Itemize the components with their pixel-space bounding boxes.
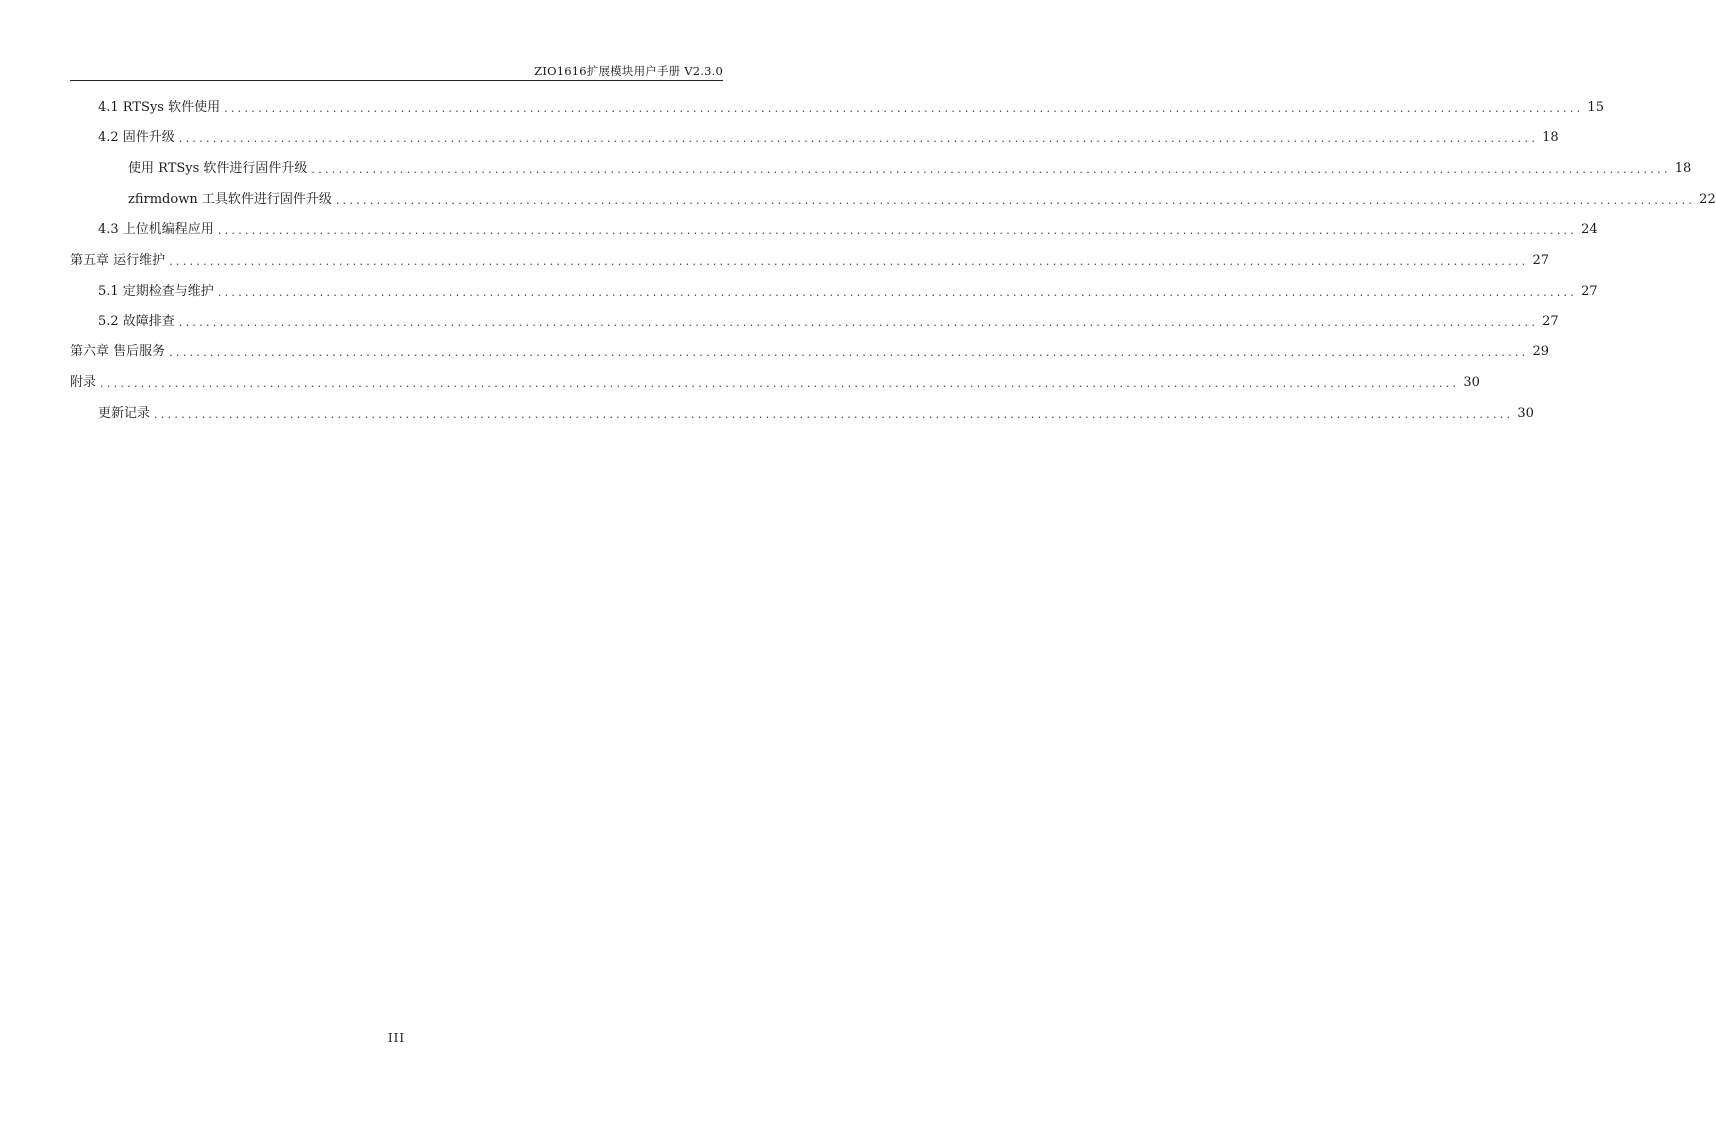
- toc-entry-page: 24: [1581, 222, 1598, 237]
- toc-dot-leader: ........................................................................................................................................................................................................: [178, 316, 1539, 329]
- toc-entry-page: 27: [1532, 253, 1550, 268]
- toc-entry-page: 22: [1699, 192, 1716, 207]
- toc-entry-5-1[interactable]: [98, 282, 1598, 302]
- page-number: III: [387, 1031, 406, 1045]
- toc-entry-page: 29: [1532, 344, 1550, 359]
- toc-dot-leader: ........................................................................................................................................................................................................: [335, 194, 1696, 207]
- toc-dot-leader: ........................................................................................................................................................................................................: [169, 346, 1529, 359]
- toc-entry-title: 4.1 RTSys 软件使用: [98, 100, 221, 115]
- toc-entry-4-3[interactable]: [98, 220, 1598, 240]
- toc-entry-title: 5.1 定期检查与维护: [98, 284, 214, 299]
- toc-entry-page: 27: [1542, 314, 1559, 329]
- toc-entry-page: 30: [1463, 375, 1480, 390]
- toc-dot-leader: ........................................................................................................................................................................................................: [224, 102, 1584, 115]
- toc-entry-page: 18: [1542, 130, 1559, 145]
- toc-dot-leader: ........................................................................................................................................................................................................: [154, 408, 1514, 421]
- toc-entry-changelog[interactable]: [98, 404, 1534, 424]
- toc-entry-4-2[interactable]: [98, 128, 1559, 148]
- toc-entry-chapter-5[interactable]: [70, 251, 1550, 271]
- toc-dot-leader: ........................................................................................................................................................................................................: [217, 286, 1578, 299]
- toc-dot-leader: ........................................................................................................................................................................................................: [178, 132, 1539, 145]
- toc-dot-leader: ........................................................................................................................................................................................................: [100, 377, 1460, 390]
- toc-entry-title: 4.2 固件升级: [98, 130, 175, 145]
- toc-entry-4-1[interactable]: [98, 98, 1604, 118]
- running-header: ZIO1616扩展模块用户手册 V2.3.0: [534, 64, 723, 78]
- toc-entry-title: 使用 RTSys 软件进行固件升级: [128, 161, 308, 176]
- toc-entry-zfirmdown[interactable]: [128, 190, 1716, 210]
- toc-entry-title: 第五章 运行维护: [70, 253, 166, 268]
- toc-entry-title: 4.3 上位机编程应用: [98, 222, 214, 237]
- toc-entry-title: zfirmdown 工具软件进行固件升级: [128, 192, 332, 207]
- toc-entry-title: 附录: [70, 375, 97, 390]
- toc-entry-appendix[interactable]: [70, 373, 1480, 393]
- toc-entry-5-2[interactable]: [98, 312, 1559, 332]
- toc-entry-title: 5.2 故障排查: [98, 314, 175, 329]
- toc-dot-leader: ........................................................................................................................................................................................................: [169, 255, 1529, 268]
- toc-entry-chapter-6[interactable]: [70, 342, 1550, 362]
- toc-entry-page: 30: [1517, 406, 1534, 421]
- toc-dot-leader: ........................................................................................................................................................................................................: [311, 163, 1671, 176]
- toc-entry-title: 更新记录: [98, 406, 151, 421]
- toc-entry-title: 第六章 售后服务: [70, 344, 166, 359]
- header-rule: [70, 80, 723, 81]
- toc-entry-page: 27: [1581, 284, 1598, 299]
- toc-dot-leader: ........................................................................................................................................................................................................: [217, 224, 1578, 237]
- toc-entry-rtsys-firmware[interactable]: [128, 159, 1692, 179]
- toc-entry-page: 18: [1674, 161, 1692, 176]
- toc-entry-page: 15: [1587, 100, 1604, 115]
